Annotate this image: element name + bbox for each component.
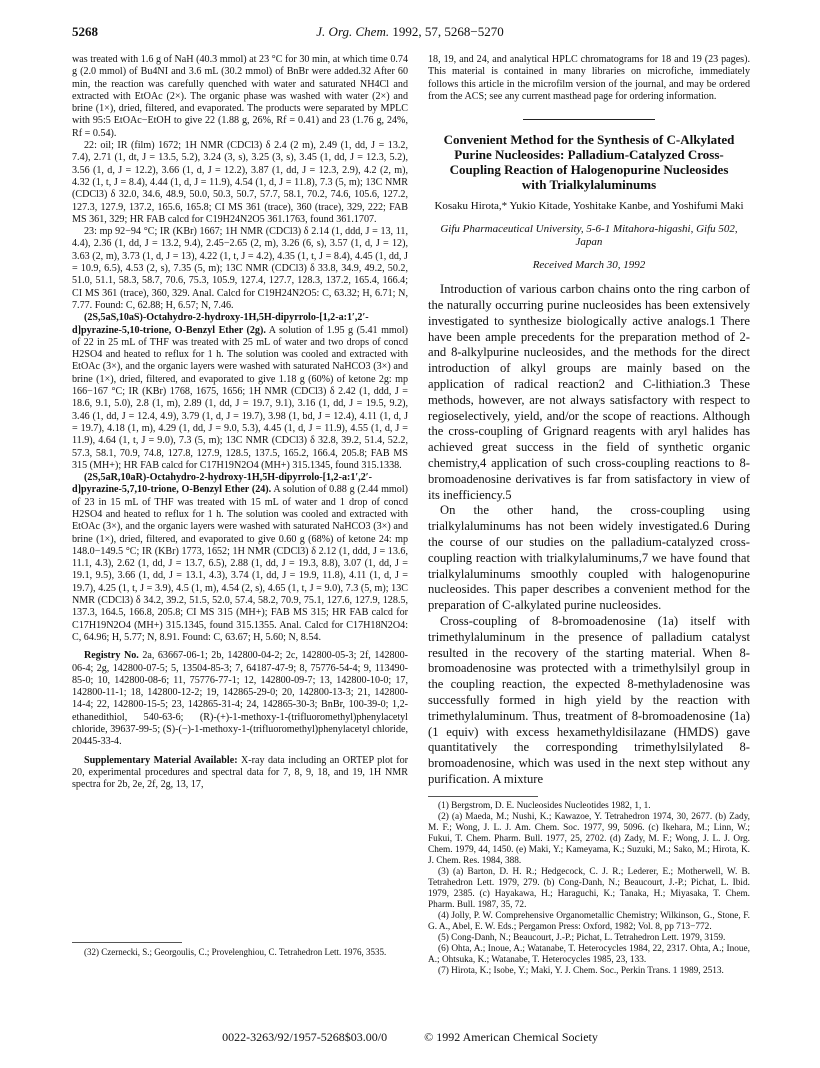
copyright: © 1992 American Chemical Society: [424, 1030, 598, 1044]
reference-7: (7) Hirota, K.; Isobe, Y.; Maki, Y. J. Chem. Soc., Perkin Trans. 1 1989, 2513.: [438, 965, 724, 976]
footnote-rule: [72, 942, 182, 943]
references-list: [428, 801, 750, 977]
body-paragraph-2: On the other hand, the cross-coupling using trialkylaluminums has not been widely investigated.6 During the course of our studies on the palladium-catalyzed cross-coupling reaction with trialkylaluminums,7 we have found that trialkylaluminums smoothly coupled with halogenopurine nucleosides. This paper describes a convenient method for the preparation of C-alkylated purine nucleosides.: [428, 503, 750, 613]
compound-23-data: 23: mp 92−94 °C; IR (KBr) 1667; 1H NMR (CDCl3) δ 2.14 (1, ddd, J = 13, 11, 4.4), 2.36 (1, dd, J = 13.2, 9.4), 2.45−2.65 (2, m), 3.26 (6, s), 3.57 (1, d, J = 12), 3.63 (2, m), 3.73 (1, d, J = 13), 4.22 (1, t, J = 4.2), 4.35 (1, t, J = 8.4), 4.45 (1, dd, J = 10.9, 6.5), 4.53 (2, s), 7.35 (5, m); 13C NMR (CDCl3) δ 33.8, 34.9, 49.2, 50.2, 51.0, 51.1, 58.3, 58.7, 70.6, 75.3, 105.9, 127.4, 127.7, 128.3, 137.2, 165.4, 166.4; CI MS 361 (trace), 360, 329. Anal. Calcd for C19H24N2O5: C, 63.32; H, 6.71; N, 7.77. Found: C, 62.88; H, 6.57; N, 7.46.: [72, 226, 408, 311]
reference-4: (4) Jolly, P. W. Comprehensive Organometallic Chemistry; Wilkinson, G., Stone, F. G. A., Abel, E. W. Eds.; Pergamon Press: Oxford, 1982; Vol. 8, pp 713−772.: [428, 910, 750, 932]
compound-24-entry: [72, 472, 408, 644]
reference-1: (1) Bergstrom, D. E. Nucleosides Nucleotides 1982, 1, 1.: [438, 800, 651, 811]
registry-text: 2a, 63667-06-1; 2b, 142800-04-2; 2c, 142800-05-3; 2f, 142800-06-4; 2g, 142800-07-5; 5, 13504-85-3; 7, 64187-47-9; 8, 75776-54-4; 9, 113490-85-0; 10, 142800-08-6; 11, 75776-77-1; 12, 142800-09-7; 13, 142800-10-0; 17, 142800-11-1; 18, 142800-12-2; 19, 142865-29-0; 20, 142800-13-3; 21, 142800-14-4; 22, 142800-15-5; 23, 142865-31-4; 24, 142865-30-3; BnBr, 100-39-0; 1,2-ethanedithiol, 540-63-6; (R)-(+)-1-methoxy-1-(trifluoromethyl)phenylacetyl chloride, 39637-99-5; (S)-(−)-1-methoxy-1-(trifluoromethyl)phenylacetyl chloride, 20445-33-4.: [72, 650, 408, 748]
compound-24-body: A solution of 0.88 g (2.44 mmol) of 23 in 15 mL of THF was treated with 15 mL of water and 1 drop of concd H2SO4 and heated to reflux for 1 h. The solution was cooled and extracted with EtOAc (3×), and the organic layers were washed with saturated NaHCO3 (3×) and brine (1×), dried, filtered, and evaporated to give 0.60 g (68%) of ketone 24: mp 148.0−149.5 °C; IR (KBr) 1773, 1652; 1H NMR (CDCl3) δ 2.12 (1, ddd, J = 13.6, 11.1, 4.3), 2.62 (1, dd, J = 13.7, 6.5), 2.88 (1, dd, J = 19.3, 8.8), 3.07 (1, dd, J = 19.1, 9.5), 3.66 (1, dd, J = 13.1, 4.3), 3.74 (1, dd, J = 19.9, 11.8), 4.11 (1, d, J = 19.7), 4.25 (1, t, J = 3.9), 4.5 (1, m), 4.54 (2, s), 4.65 (1, t, J = 9.0), 7.3 (5, m); 13C NMR (CDCl3) δ 34.2, 39.2, 51.5, 52.0, 57.4, 58.2, 70.9, 75.1, 127.6, 127.9, 128.5, 137.3, 164.5, 166.8, 205.8; CI MS 315 (MH+); FAB MS 315; HR FAB calcd for C17H19N2O4 (MH+) 315.1345, found 315.1355. Anal. Calcd for C17H18N2O4: C, 64.96; H, 5.77; N, 8.91. Found: C, 63.67; H, 5.60; N, 8.54.: [72, 484, 408, 643]
body-paragraph-1: Introduction of various carbon chains onto the ring carbon of the naturally occurring purine nucleosides has been extensively investigated to synthesize biologically active analogs.1 There have been ample precedents for the preparation method of 2- and 8-alkylpurine nucleosides, and the methods for the direct introduction of alkyl groups are mainly based on the application of radical reaction2 and C-lithiation.3 These methods, however, are not always satisfactory with respect to regioselectively, yield, and/or the scope of reactions. Although the cross-coupling of Grignard reagents with aryl halides has achieved great success in the field of synthetic organic chemistry,4 application of such cross-coupling reactions to 8-bromoadenosine derivatives is far from satisfactory in view of its inefficiency.5: [428, 282, 750, 502]
journal-name: J. Org. Chem.: [316, 24, 390, 39]
compound-22-data: 22: oil; IR (film) 1672; 1H NMR (CDCl3) δ 2.4 (2 m), 2.49 (1, dd, J = 13.2, 7.4), 2.71 (1, dt, J = 13.5, 5.2), 3.24 (3, s), 3.25 (3, s), 3.45 (1, dd, J = 12.3, 5.2), 3.56 (1, d, J = 12.2), 3.66 (1, d, J = 12.2), 3.87 (1, dd, J = 12.3, 2.9), 4.2 (2, m), 4.32 (1, t, J = 8.4), 4.44 (1, d, J = 11.9), 4.54 (1, d, J = 11.8), 7.3 (5, m); 13C NMR (CDCl3) δ 32.0, 34.6, 48.9, 50.0, 50.3, 50.7, 57.7, 58.1, 70.2, 74.6, 105.6, 127.2, 127.3, 127.9, 137.2, 165.6, 165.8; CI MS 361 (trace), 360 (trace), 329, 222; FAB MS 361, 329; HR FAB calcd for C19H24N2O5 361.1763, found 361.1707.: [72, 140, 408, 225]
supplementary-material: [72, 755, 408, 792]
article-title: Convenient Method for the Synthesis of C-Alkylated Purine Nucleosides: Palladium-Catalyzed Cross-Coupling Reaction of Halogenopurine Nucleosides with Trialkylaluminums: [443, 132, 735, 193]
reference-5: (5) Cong-Danh, N.; Beaucourt, J.-P.; Pichat, L. Tetrahedron Lett. 1979, 3159.: [438, 932, 726, 943]
supplementary-label: Supplementary Material Available:: [84, 754, 238, 766]
footnote-block: [72, 934, 408, 958]
page-footer: [0, 1030, 820, 1045]
affiliation: Gifu Pharmaceutical University, 5-6-1 Mitahora-higashi, Gifu 502, Japan: [440, 223, 738, 249]
article-code: 0022-3263/92/1957-5268$03.00/0: [222, 1030, 388, 1044]
footnote-32: (32) Czernecki, S.; Georgoulis, C.; Provelenghiou, C. Tetrahedron Lett. 1976, 3535.: [84, 947, 387, 957]
right-column: [428, 54, 750, 977]
running-head: [72, 24, 748, 42]
reference-3: (3) (a) Barton, D. H. R.; Hedgecock, C. J. R.; Lederer, E.; Motherwell, W. B. Tetrahedron Lett. 1979, 279. (b) Cong-Danh, N.; Beaucourt, J.-P.; Pichat, L. Ibid. 1979, 2385. (c) Hayakawa, H.; Haraguchi, K.; Tanaka, H.; Miyasaka, T. Chem. Pharm. Bull. 1987, 35, 72.: [428, 866, 750, 910]
references-rule: [428, 796, 538, 797]
journal-year: 1992, 57, 5268−5270: [392, 24, 504, 39]
left-column: [72, 54, 409, 957]
compound-2g-entry: [72, 312, 408, 472]
compound-2g-title: (2S,5aS,10aS)-Octahydro-2-hydroxy-1H,5H-dipyrrolo-[1,2-a:1′,2′-d]pyrazine-5,10-trione, O-Benzyl Ether (2g).: [72, 312, 369, 336]
reference-2: (2) (a) Maeda, M.; Nushi, K.; Kawazoe, Y. Tetrahedron 1974, 30, 2677. (b) Zady, M. F.; Wong, J. L. J. Am. Chem. Soc. 1977, 99, 5096. (c) Ikehara, M.; Linn, W.; Fukui, T. Chem. Pharm. Bull. 1977, 25, 2702. (d) Zady, M. F.; Wong, J. L. J. Org. Chem. 1979, 44, 1450. (e) Maki, Y.; Kameyama, K.; Suzuki, M.; Sako, M.; Hirota, K. J. Chem. Res. 1984, 388.: [428, 811, 750, 866]
received-date: Received March 30, 1992: [532, 259, 646, 272]
journal-citation: [72, 24, 748, 40]
body-paragraph-3: Cross-coupling of 8-bromoadenosine (1a) itself with trimethylaluminum in the presence of palladium catalyst resulted in the recovery of the starting material. When 8-bromoadenosine was protected with a trimethylsilyl group in the coupling reaction, the expected 8-methyladenosine was successfully formed in high yield by the reaction with trimethylaluminum. Thus, treatment of 8-bromoadenosine (1a) (1 equiv) with excess hexamethyldisilazane (HMDS) gave quantitatively the corresponding trimethylsilylated 8-bromoadenosine, which was used in the next step without any purification. A mixture: [428, 613, 750, 786]
supplementary-text: X-ray data including an ORTEP plot for 20, experimental procedures and spectral data for 7, 8, 9, 18, and 19, 1H NMR spectra for 2b, 2e, 2f, 2g, 13, 17,: [72, 754, 409, 791]
page-number: 5268: [72, 24, 98, 39]
experimental-paragraph: was treated with 1.6 g of NaH (40.3 mmol) at 23 °C for 30 min, at which time 0.74 g (2.0 mmol) of Bu4NI and 3.6 mL (30.2 mmol) of BnBr were added.32 After 60 min, the reaction was carefully quenched with water and saturated NH4Cl and extracted with EtOAc (2×). The organic phase was washed with water (2×) and brine (1×), dried, filtered, and evaporated. The products were separated by MPLC with 95:5 EtOAc−EtOH to give 22 (1.88 g, 26%, Rf = 0.41) and 23 (1.76 g, 24%, Rf = 0.54).: [72, 54, 408, 139]
registry-label: Registry No.: [84, 650, 139, 662]
compound-2g-body: A solution of 1.95 g (5.41 mmol) of 22 in 25 mL of THF was treated with 25 mL of water and two drops of concd H2SO4 and heated to reflux for 1 h. The solution was cooled and extracted with EtOAc (3×), and the organic layers were washed with saturated NaHCO3 (3×) and brine (1×), dried, filtered, and evaporated to give 1.18 g (60%) of ketone 2g: mp 166−167 °C; IR (KBr) 1768, 1675, 1656; 1H NMR (CDCl3) δ 2.42 (1, ddd, J = 18.6, 9.1, 5.0), 2.8 (1, m), 2.89 (1, dd, J = 19.7, 9.1), 3.16 (1, dd, J = 19.5, 9.2), 3.46 (1, dd, J = 12.4, 4.9), 3.79 (1, d, J = 19.7), 3.98 (1, bd, J = 12.4), 4.11 (1, d, J = 19.7), 4.18 (1, m), 4.29 (1, dd, J = 9.0, 5.3), 4.45 (1, d, J = 11.9), 4.55 (1, d, J = 11.9), 4.64 (1, t, J = 9.0), 7.3 (5, m); 13C NMR (CDCl3) δ 32.8, 39.2, 51.4, 52.2, 57.3, 58.1, 70.9, 74.8, 127.8, 127.9, 128.5, 137.5, 165.2, 166.4, 205.8; FAB MS 315 (MH+); HR FAB calcd for C17H19N2O4 (MH+) 315.1345, found 315.1338.: [72, 324, 408, 471]
section-divider: [523, 119, 655, 120]
reference-6: (6) Ohta, A.; Inoue, A.; Watanabe, T. Heterocycles 1984, 22, 2317. Ohta, A.; Inoue, A.; Ohtsuka, K.; Watanabe, T. Heterocycles 1985, 23, 133.: [428, 943, 750, 965]
compound-24-title: (2S,5aR,10aR)-Octahydro-2-hydroxy-1H,5H-dipyrrolo-[1,2-a:1′,2′-d]pyrazine-5,7,10-trione, O-Benzyl Ether (24).: [72, 472, 373, 496]
authors: Kosaku Hirota,* Yukio Kitade, Yoshitake Kanbe, and Yoshifumi Maki: [434, 200, 744, 213]
registry-numbers: [72, 650, 408, 748]
supplementary-continued: 18, 19, and 24, and analytical HPLC chromatograms for 18 and 19 (23 pages). This material is contained in many libraries on microfiche, immediately follows this article in the microfilm version of the journal, and may be ordered from the ACS; see any current masthead page for ordering information.: [428, 54, 750, 102]
